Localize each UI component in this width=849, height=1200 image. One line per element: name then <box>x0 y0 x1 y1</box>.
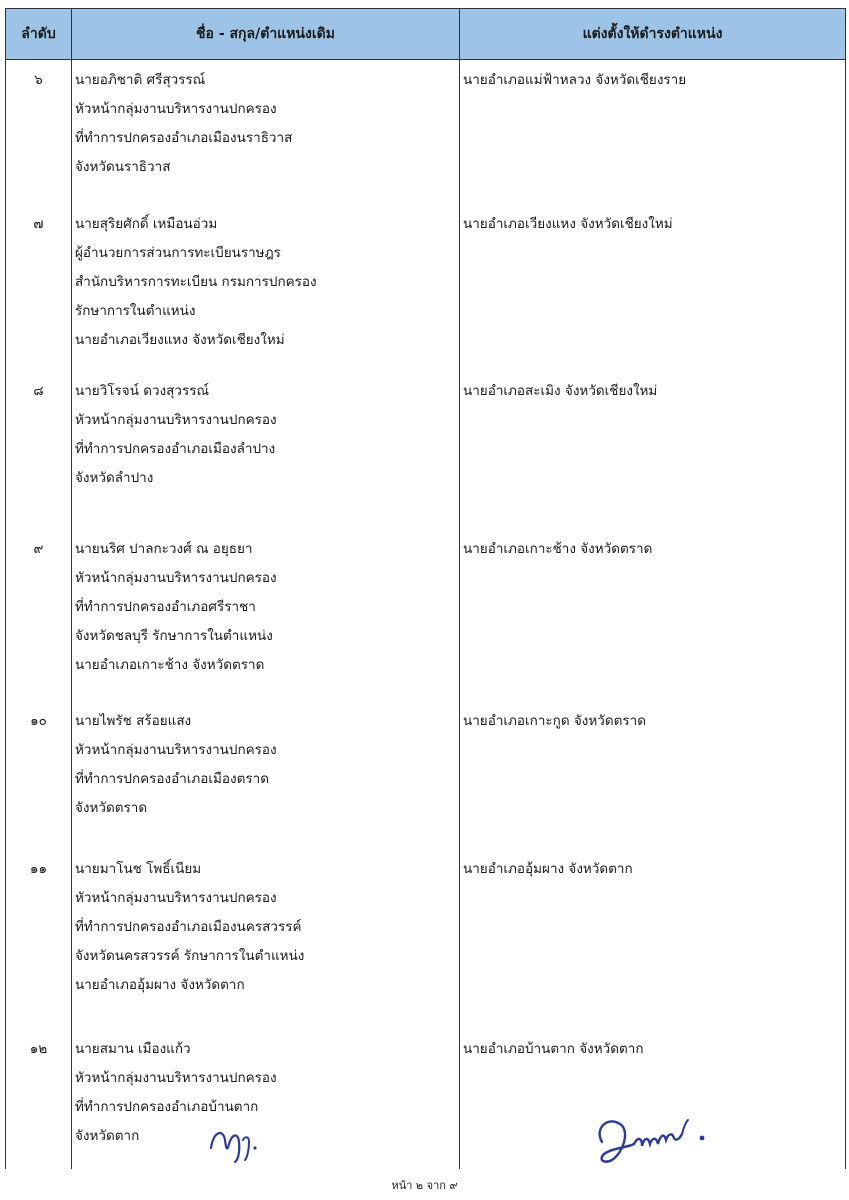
table-row <box>6 204 846 371</box>
new-position-cell: นายอำเภอเวียงแหง จังหวัดเชียงใหม่ <box>460 204 846 371</box>
old-position-line: ที่ทำการปกครองอำเภอเมืองตราด <box>75 770 269 787</box>
old-position-line: จังหวัดนราธิวาส <box>75 159 171 175</box>
old-position-line: ที่ทำการปกครองอำเภอบ้านตาก <box>75 1098 259 1115</box>
old-position-line: นายอำเภออุ้มผาง จังหวัดตาก <box>75 976 245 993</box>
old-position-line: จังหวัดลำปาง <box>75 469 154 486</box>
old-position-line: จังหวัดตาก <box>75 1127 140 1144</box>
person-name: นายนริศ ปาลกะวงศ์ ณ อยุธยา <box>75 540 253 557</box>
old-position-cell <box>72 371 460 529</box>
appointment-table <box>5 8 846 1169</box>
order-cell: ๑๑ <box>6 849 72 1029</box>
old-position-line: หัวหน้ากลุ่มงานบริหารงานปกครอง <box>75 101 277 117</box>
table-row <box>6 701 846 849</box>
order-cell: ๘ <box>6 371 72 529</box>
table-header-row <box>6 9 846 60</box>
table-row <box>6 849 846 1029</box>
new-position-cell: นายอำเภอแม่ฟ้าหลวง จังหวัดเชียงราย <box>460 60 846 204</box>
order-cell: ๗ <box>6 204 72 371</box>
old-position-cell <box>72 529 460 701</box>
order-cell: ๑๒ <box>6 1029 72 1169</box>
old-position-line: นายอำเภอเวียงแหง จังหวัดเชียงใหม่ <box>75 331 285 348</box>
old-position-line: นายอำเภอเกาะช้าง จังหวัดตราด <box>75 656 265 673</box>
handwritten-initial-left <box>205 1118 265 1164</box>
page-number: หน้า ๒ จาก ๙ <box>391 1179 458 1192</box>
old-position-line: รักษาการในตำแหน่ง <box>75 302 196 319</box>
new-position-cell: นายอำเภอเกาะกูด จังหวัดตราด <box>460 701 846 849</box>
old-position-line: หัวหน้ากลุ่มงานบริหารงานปกครอง <box>75 1069 277 1086</box>
old-position-line: ที่ทำการปกครองอำเภอเมืองนครสวรรค์ <box>75 918 302 935</box>
new-position-cell: นายอำเภอเกาะช้าง จังหวัดตราด <box>460 529 846 701</box>
order-cell: ๑๐ <box>6 701 72 849</box>
person-name: นายสมาน เมืองแก้ว <box>75 1040 191 1057</box>
old-position-line: จังหวัดชลบุรี รักษาการในตำแหน่ง <box>75 627 273 644</box>
old-position-line: สำนักบริหารการทะเบียน กรมการปกครอง <box>75 273 317 290</box>
header-order: ลำดับ <box>6 9 72 60</box>
order-cell: ๙ <box>6 529 72 701</box>
table-row <box>6 529 846 701</box>
old-position-cell <box>72 60 460 204</box>
old-position-line: หัวหน้ากลุ่มงานบริหารงานปกครอง <box>75 889 277 906</box>
person-name: นายวิโรจน์ ดวงสุวรรณ์ <box>75 382 210 399</box>
table-row <box>6 60 846 204</box>
new-position-cell: นายอำเภออุ้มผาง จังหวัดตาก <box>460 849 846 1029</box>
header-name-old-position: ชื่อ - สกุล/ตำแหน่งเดิม <box>72 9 460 60</box>
old-position-cell <box>72 204 460 371</box>
old-position-cell <box>72 849 460 1029</box>
old-position-line: หัวหน้ากลุ่มงานบริหารงานปกครอง <box>75 411 277 428</box>
table-row <box>6 371 846 529</box>
person-name: นายอภิชาติ ศรีสุวรรณ์ <box>75 72 206 88</box>
old-position-cell <box>72 1029 460 1169</box>
old-position-line: ที่ทำการปกครองอำเภอเมืองลำปาง <box>75 440 276 457</box>
order-cell: ๖ <box>6 60 72 204</box>
old-position-line: ที่ทำการปกครองอำเภอศรีราชา <box>75 598 256 615</box>
old-position-line: หัวหน้ากลุ่มงานบริหารงานปกครอง <box>75 569 277 586</box>
person-name: นายไพรัช สร้อยแสง <box>75 712 192 729</box>
old-position-line: จังหวัดตราด <box>75 799 148 816</box>
old-position-line: ผู้อำนวยการส่วนการทะเบียนราษฎร <box>75 244 281 261</box>
person-name: นายมาโนช โพธิ์เนียม <box>75 860 202 877</box>
person-name: นายสุริยศักดิ์ เหมือนอ่วม <box>75 215 218 232</box>
handwritten-signature-right <box>590 1108 720 1170</box>
old-position-line: หัวหน้ากลุ่มงานบริหารงานปกครอง <box>75 741 277 758</box>
header-new-position: แต่งตั้งให้ดำรงตำแหน่ง <box>460 9 846 60</box>
new-position-cell: นายอำเภอบ้านตาก จังหวัดตาก <box>460 1029 846 1169</box>
old-position-cell <box>72 701 460 849</box>
old-position-line: จังหวัดนครสวรรค์ รักษาการในตำแหน่ง <box>75 947 305 964</box>
old-position-line: ที่ทำการปกครองอำเภอเมืองนราธิวาส <box>75 130 293 146</box>
new-position-cell: นายอำเภอสะเมิง จังหวัดเชียงใหม่ <box>460 371 846 529</box>
